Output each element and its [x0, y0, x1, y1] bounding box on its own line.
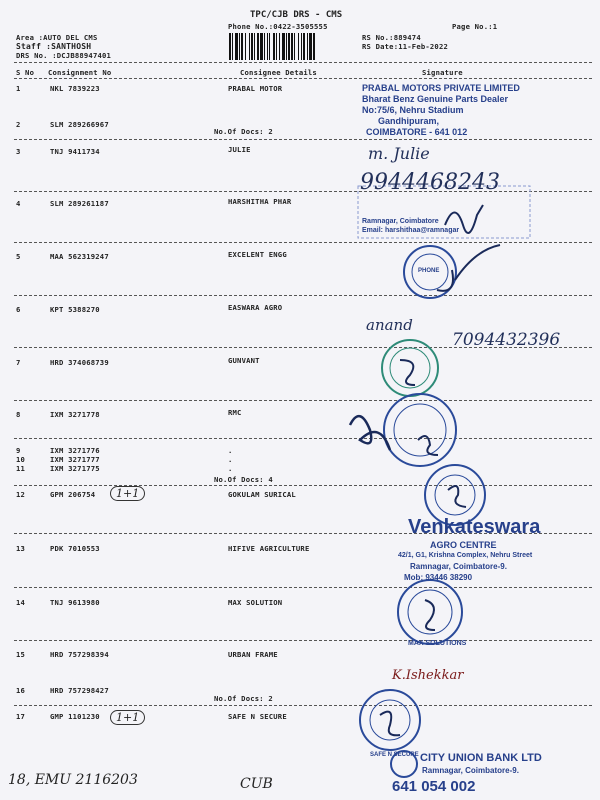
stamp-max: MAX SOLUTIONS: [408, 640, 467, 647]
stamp-venkateswara: AGRO CENTRE: [430, 540, 497, 550]
row-consignee: JULIE: [228, 145, 251, 154]
row-consignee: GUNVANT: [228, 356, 260, 365]
row-consignment: IXM 3271775: [50, 464, 100, 473]
col-consignee: Consignee Details: [240, 68, 317, 77]
row-consignee: HIFIVE AGRICULTURE: [228, 544, 310, 553]
row-consignee: PRABAL MOTOR: [228, 84, 283, 93]
stamp-bank: CITY UNION BANK LTD: [420, 752, 542, 764]
row-sno: 4: [16, 199, 21, 208]
stamp-venkateswara: 42/1, G1, Krishna Complex, Nehru Street: [398, 552, 533, 559]
col-sno: S No: [16, 68, 35, 77]
row-sno: 5: [16, 252, 21, 261]
row-sno: 13: [16, 544, 26, 553]
handwritten-phone: 7094432396: [452, 330, 561, 350]
drs-number: DRS No. :DCJB88947401: [16, 51, 112, 60]
row-consignment: SLM 289261187: [50, 199, 109, 208]
row-sno: 6: [16, 305, 21, 314]
stamp-excelent: PHONE: [418, 268, 440, 274]
row-docs: No.Of Docs: 4: [214, 475, 273, 484]
row-sno: 2: [16, 120, 21, 129]
row-docs: No.Of Docs: 2: [214, 127, 273, 136]
row-consignee: RMC: [228, 408, 242, 417]
row-consignment: IXM 3271776: [50, 446, 100, 455]
stamp-venkateswara: Venkateswara: [408, 516, 541, 538]
signature-urban: K.Ishekkar: [392, 668, 464, 683]
handwritten-footer-entry: 18, EMU 2116203: [8, 772, 138, 788]
row-consignee: .: [228, 446, 233, 455]
row-consignee: HARSHITHA PHAR: [228, 197, 292, 206]
stamp-prabal: Gandhipuram,: [378, 116, 440, 126]
row-consignment: IXM 3271777: [50, 455, 100, 464]
stamp-bank: 641 054 002: [392, 778, 476, 795]
row-sno: 15: [16, 650, 26, 659]
row-consignment: IXM 3271778: [50, 410, 100, 419]
stamp-prabal: COIMBATORE - 641 012: [366, 127, 468, 137]
row-consignment: HRD 757298427: [50, 686, 109, 695]
row-sno: 12: [16, 490, 26, 499]
row-consignment: HRD 757298394: [50, 650, 109, 659]
docs-count-badge: 1+1: [110, 710, 145, 725]
row-sno: 8: [16, 410, 21, 419]
rs-number: RS No.:889474: [362, 33, 421, 42]
phone-number: Phone No.:0422-3505555: [228, 22, 328, 31]
col-consignment: Consignment No: [48, 68, 112, 77]
row-sno: 14: [16, 598, 26, 607]
stamp-venkateswara: Ramnagar, Coimbatore-9.: [410, 562, 507, 571]
row-consignee: URBAN FRAME: [228, 650, 278, 659]
signature-julie: m. Julie: [368, 144, 430, 163]
stamp-harshitha: Ramnagar, Coimbatore: [362, 218, 439, 225]
row-sno: 11: [16, 464, 26, 473]
document-title: TPC/CJB DRS - CMS: [250, 10, 343, 20]
stamp-bank: Ramnagar, Coimbatore-9.: [422, 766, 519, 775]
stamp-prabal: Bharat Benz Genuine Parts Dealer: [362, 94, 509, 104]
row-sno: 9: [16, 446, 21, 455]
row-sno: 10: [16, 455, 26, 464]
staff-label: Staff :SANTHOSH: [16, 42, 92, 51]
docs-count-badge: 1+1: [110, 486, 145, 501]
signature-easwara: anand: [366, 316, 413, 334]
row-consignee: SAFE N SECURE: [228, 712, 287, 721]
row-consignment: KPT 5388270: [50, 305, 100, 314]
row-sno: 7: [16, 358, 21, 367]
row-sno: 16: [16, 686, 26, 695]
stamp-prabal: PRABAL MOTORS PRIVATE LIMITED: [362, 83, 520, 93]
handwritten-footer-cub: CUB: [240, 776, 273, 792]
row-consignment: GMP 1101230: [50, 712, 100, 721]
row-sno: 1: [16, 84, 21, 93]
stamp-prabal: No:75/6, Nehru Stadium: [362, 105, 464, 115]
row-consignment: SLM 289266967: [50, 120, 109, 129]
handwritten-phone: 9944468243: [360, 170, 500, 195]
area-label: Area :AUTO DEL CMS: [16, 33, 98, 42]
row-docs: No.Of Docs: 2: [214, 694, 273, 703]
row-sno: 3: [16, 147, 21, 156]
row-consignee: EXCELENT ENGG: [228, 250, 287, 259]
row-consignment: TNJ 9613980: [50, 598, 100, 607]
stamp-venkateswara: Mob: 93446 38290: [404, 573, 473, 582]
row-consignment: GPM 206754: [50, 490, 96, 499]
row-consignee: GOKULAM SURICAL: [228, 490, 296, 499]
row-consignee: MAX SOLUTION: [228, 598, 283, 607]
page-number: Page No.:1: [452, 22, 498, 31]
row-consignment: HRD 374068739: [50, 358, 109, 367]
row-consignment: NKL 7839223: [50, 84, 100, 93]
stamp-safe: SAFE N SECURE: [370, 752, 419, 758]
row-consignee: EASWARA AGRO: [228, 303, 283, 312]
row-consignment: MAA 562319247: [50, 252, 109, 261]
row-consignment: PDK 7010553: [50, 544, 100, 553]
row-consignment: TNJ 9411734: [50, 147, 100, 156]
row-sno: 17: [16, 712, 26, 721]
row-consignee: .: [228, 455, 233, 464]
rs-date: RS Date:11-Feb-2022: [362, 42, 449, 51]
stamp-harshitha: Email: harshithaa@ramnagar: [362, 227, 460, 234]
seal-safe: [360, 690, 420, 750]
seal-rmc: [384, 394, 456, 466]
col-signature: Signature: [422, 68, 463, 77]
row-consignee: .: [228, 464, 233, 473]
